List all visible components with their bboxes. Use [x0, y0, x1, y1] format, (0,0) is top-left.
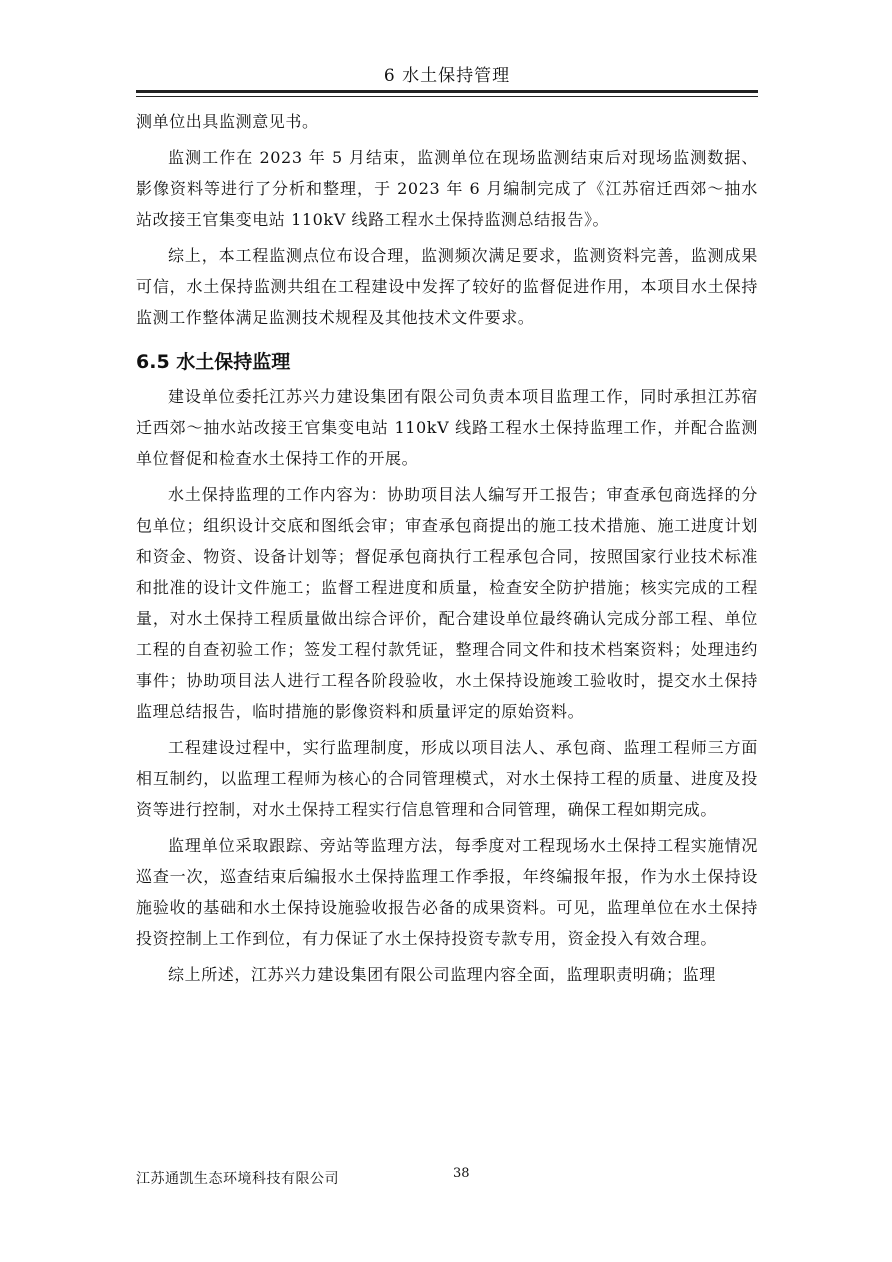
paragraph: 工程建设过程中，实行监理制度，形成以项目法人、承包商、监理工程师三方面相互制约，以监理工程师为核心的合同管理模式，对水土保持工程的质量、进度及投资等进行控制，对水土保持工程实行信息管理和合同管理，确保工程如期完成。: [136, 738, 758, 819]
section-heading: 6.5 水土保持监理: [136, 351, 291, 373]
running-header: 6 水土保持管理: [383, 66, 511, 86]
paragraph: 监理单位采取跟踪、旁站等监理方法，每季度对工程现场水土保持工程实施情况巡查一次，巡查结束后编报水土保持监理工作季报，年终编报年报，作为水土保持设施验收的基础和水土保持设施验收报告必备的成果资料。可见，监理单位在水土保持投资控制上工作到位，有力保证了水土保持投资专款专用，资金投入有效合理。: [136, 836, 758, 948]
header-rule-thin: [136, 96, 758, 97]
page-number: 38: [453, 1166, 470, 1181]
paragraph: 监测工作在 2023 年 5 月结束，监测单位在现场监测结束后对现场监测数据、影像资料等进行了分析和整理，于 2023 年 6 月编制完成了《江苏宿迁西郊～抽水站改接王官集变电站 110kV 线路工程水土保持监测总结报告》。: [136, 148, 758, 229]
paragraph: 测单位出具监测意见书。: [136, 112, 319, 131]
page-body: [136, 106, 758, 995]
footer-company: 江苏通凯生态环境科技有限公司: [136, 1171, 339, 1187]
header-rule-thick: [136, 90, 758, 93]
paragraph: 综上所述，江苏兴力建设集团有限公司监理内容全面，监理职责明确；监理: [168, 965, 716, 984]
paragraph: 综上，本工程监测点位布设合理，监测频次满足要求，监测资料完善，监测成果可信，水土保持监测共组在工程建设中发挥了较好的监督促进作用，本项目水土保持监测工作整体满足监测技术规程及其他技术文件要求。: [136, 246, 758, 327]
paragraph: 水土保持监理的工作内容为：协助项目法人编写开工报告；审查承包商选择的分包单位；组织设计交底和图纸会审；审查承包商提出的施工技术措施、施工进度计划和资金、物资、设备计划等；督促承包商执行工程承包合同，按照国家行业技术标准和批准的设计文件施工；监督工程进度和质量，检查安全防护措施；核实完成的工程量，对水土保持工程质量做出综合评价，配合建设单位最终确认完成分部工程、单位工程的自查初验工作；签发工程付款凭证，整理合同文件和技术档案资料；处理违约事件；协助项目法人进行工程各阶段验收，水土保持设施竣工验收时，提交水土保持监理总结报告，临时措施的影像资料和质量评定的原始资料。: [136, 485, 758, 721]
paragraph: 建设单位委托江苏兴力建设集团有限公司负责本项目监理工作，同时承担江苏宿迁西郊～抽水站改接王官集变电站 110kV 线路工程水土保持监理工作，并配合监测单位督促和检查水土保持工作的开展。: [136, 387, 758, 468]
